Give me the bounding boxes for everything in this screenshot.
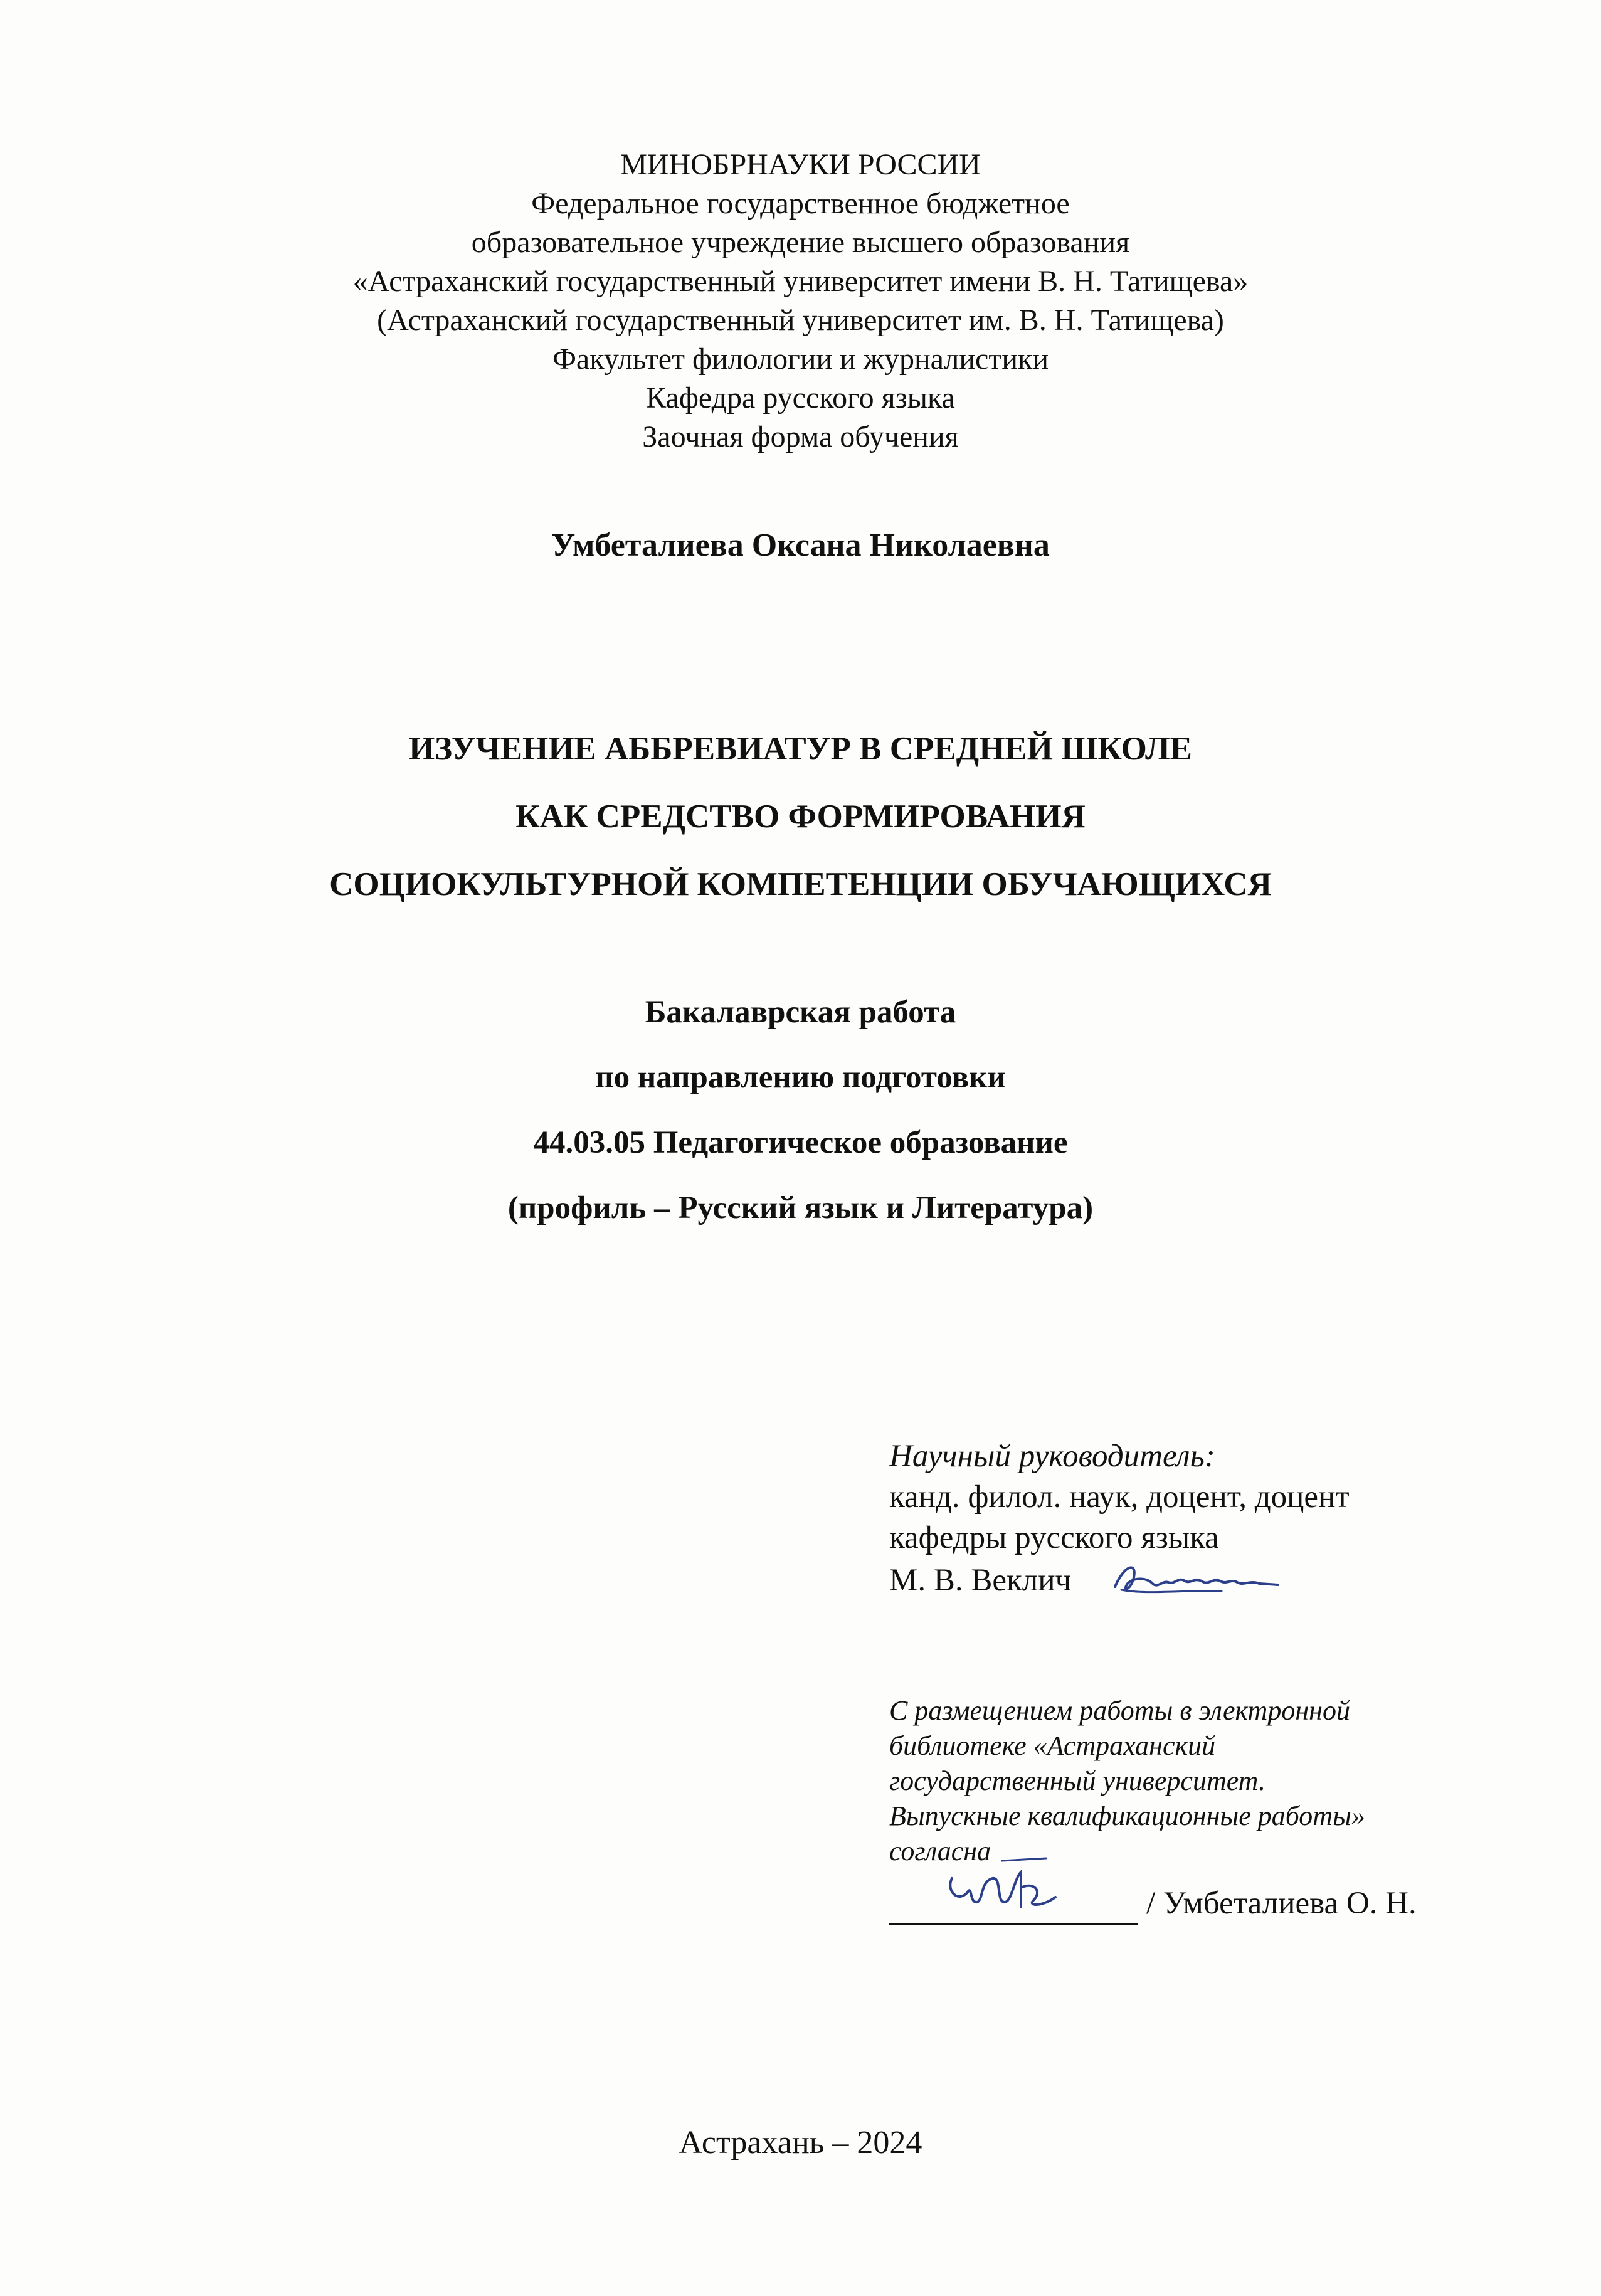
consent-line-3: государственный университет. [889, 1765, 1265, 1796]
institution-header [0, 145, 1601, 457]
supervisor-department: кафедры русского языка [889, 1520, 1219, 1555]
profile-line: (профиль – Русский язык и Литература) [507, 1190, 1094, 1225]
consent-line-5: согласна [889, 1836, 991, 1866]
city-year: Астрахань – 2024 [679, 2125, 922, 2161]
supervisor-label: Научный руководитель: [889, 1439, 1215, 1474]
supervisor-degree: канд. филол. наук, доцент, доцент [889, 1479, 1350, 1515]
consent-line-1: С размещением работы в электронной [889, 1695, 1350, 1726]
university-short-name: (Астраханский государственный университет им. В. Н. Татищева) [377, 304, 1224, 337]
work-type-block [0, 980, 1601, 1241]
direction-code: 44.03.05 Педагогическое образование [533, 1125, 1068, 1160]
supervisor-name: М. В. Веклич [889, 1562, 1072, 1598]
library-consent-block [889, 1693, 1365, 1869]
supervisor-name-row [889, 1558, 1350, 1602]
faculty-line: Факультет филологии и журналистики [552, 342, 1049, 376]
author-name: Умбеталиева Оксана Николаевна [551, 527, 1050, 563]
work-type: Бакалаврская работа [645, 995, 956, 1030]
author-signature-row [889, 1881, 1417, 1925]
supervisor-signature [1109, 1558, 1284, 1602]
institution-type-line: Федеральное государственное бюджетное [531, 187, 1070, 220]
direction-label: по направлению подготовки [595, 1060, 1006, 1095]
university-full-name: «Астраханский государственный университет имени В. Н. Татищева» [352, 265, 1249, 298]
study-form-line: Заочная форма обучения [642, 420, 959, 453]
consent-line-2: библиотеке «Астраханский [889, 1730, 1216, 1761]
supervisor-block [889, 1436, 1350, 1602]
thesis-title-line-3: СОЦИОКУЛЬТУРНОЙ КОМПЕТЕНЦИИ ОБУЧАЮЩИХСЯ [329, 866, 1272, 902]
consent-line-4: Выпускные квалификационные работы» [889, 1801, 1365, 1831]
department-line: Кафедра русского языка [646, 381, 955, 415]
signature-blank [889, 1886, 1138, 1925]
author-signature-name: / Умбеталиева О. Н. [1146, 1886, 1417, 1921]
thesis-title-line-2: КАК СРЕДСТВО ФОРМИРОВАНИЯ [515, 798, 1086, 835]
ministry-line: МИНОБРНАУКИ РОССИИ [620, 148, 981, 181]
author-signature [933, 1853, 1084, 1916]
thesis-title-line-1: ИЗУЧЕНИЕ АББРЕВИАТУР В СРЕДНЕЙ ШКОЛЕ [408, 731, 1193, 767]
thesis-title [0, 715, 1601, 918]
institution-type-line-2: образовательное учреждение высшего образования [471, 226, 1130, 259]
